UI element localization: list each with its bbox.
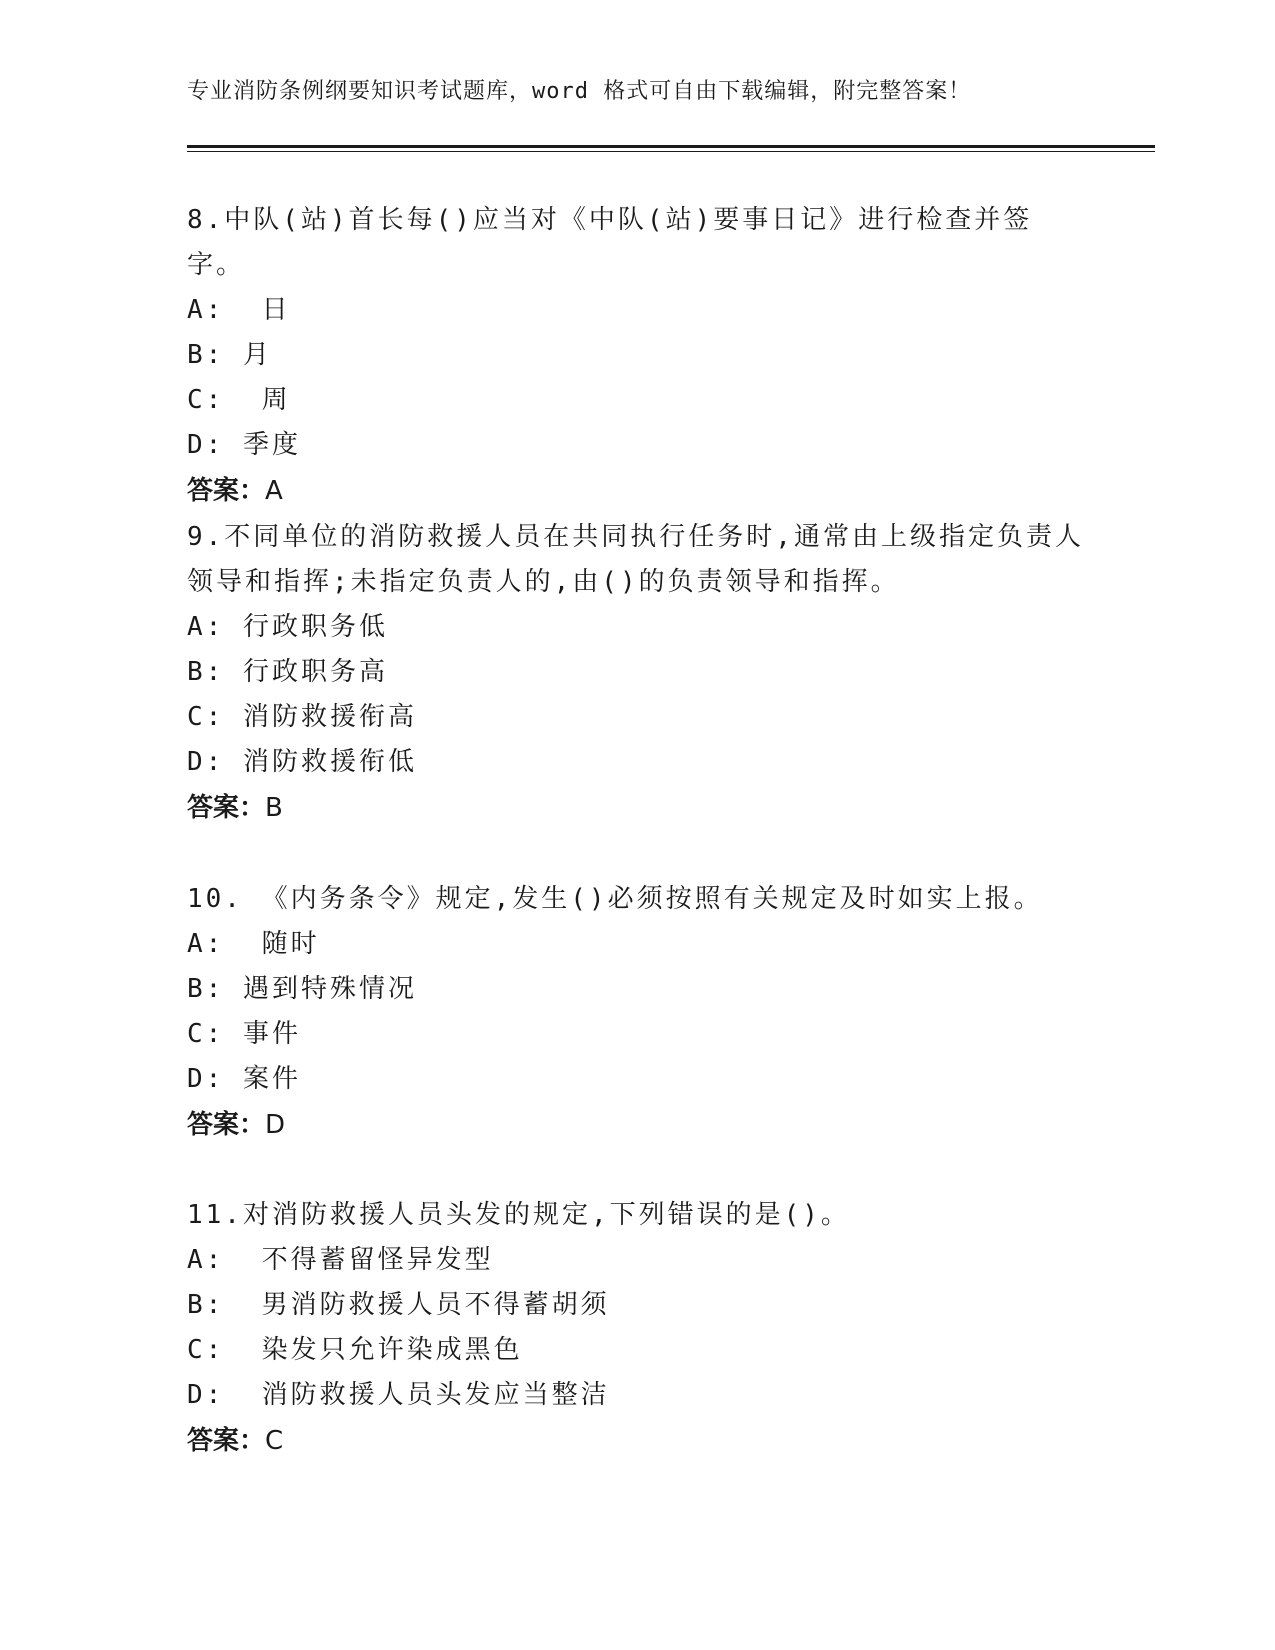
option-a: A: 不得蓄留怪异发型 bbox=[187, 1245, 494, 1275]
answer-line bbox=[187, 785, 1087, 831]
answer-label: 答案： bbox=[187, 793, 266, 823]
question-stem: 11.对消防救援人员头发的规定,下列错误的是()。 bbox=[187, 1200, 850, 1230]
option-b: B: 行政职务高 bbox=[187, 657, 388, 687]
question-11 bbox=[187, 1193, 1087, 1464]
answer-line bbox=[187, 468, 1087, 514]
question-10 bbox=[187, 877, 1087, 1148]
option-b: B: 遇到特殊情况 bbox=[187, 974, 417, 1004]
header-rule-thick bbox=[187, 145, 1155, 148]
option-d: D: 消防救援人员头发应当整洁 bbox=[187, 1380, 610, 1410]
option-a: A: 行政职务低 bbox=[187, 612, 388, 642]
option-a: A: 随时 bbox=[187, 929, 320, 959]
header-rule-thin bbox=[187, 151, 1155, 152]
answer-value: C bbox=[265, 1426, 284, 1456]
option-c: C: 染发只允许染成黑色 bbox=[187, 1335, 523, 1365]
answer-value: D bbox=[265, 1110, 286, 1140]
answer-label: 答案： bbox=[187, 476, 266, 506]
answer-value: A bbox=[265, 476, 283, 506]
option-a: A: 日 bbox=[187, 295, 291, 325]
question-stem: 10. 《内务条令》规定,发生()必须按照有关规定及时如实上报。 bbox=[187, 884, 1043, 914]
option-d: D: 季度 bbox=[187, 430, 301, 460]
answer-line bbox=[187, 1102, 1087, 1148]
answer-label: 答案： bbox=[187, 1110, 266, 1140]
answer-line bbox=[187, 1418, 1087, 1464]
option-b: B: 月 bbox=[187, 340, 272, 370]
page-header: 专业消防条例纲要知识考试题库，word 格式可自由下载编辑，附完整答案！ bbox=[187, 79, 972, 104]
option-c: C: 消防救援衔高 bbox=[187, 702, 417, 732]
question-8 bbox=[187, 198, 1087, 514]
option-d: D: 消防救援衔低 bbox=[187, 747, 417, 777]
question-stem: 8.中队(站)首长每()应当对《中队(站)要事日记》进行检查并签字。 bbox=[187, 205, 1033, 280]
option-c: C: 事件 bbox=[187, 1019, 301, 1049]
question-stem: 9.不同单位的消防救援人员在共同执行任务时,通常由上级指定负责人领导和指挥;未指定负责人的,由()的负责领导和指挥。 bbox=[187, 522, 1084, 597]
answer-label: 答案： bbox=[187, 1426, 266, 1456]
question-9 bbox=[187, 515, 1087, 831]
option-c: C: 周 bbox=[187, 385, 291, 415]
option-d: D: 案件 bbox=[187, 1064, 301, 1094]
answer-value: B bbox=[265, 793, 283, 823]
option-b: B: 男消防救援人员不得蓄胡须 bbox=[187, 1290, 610, 1320]
